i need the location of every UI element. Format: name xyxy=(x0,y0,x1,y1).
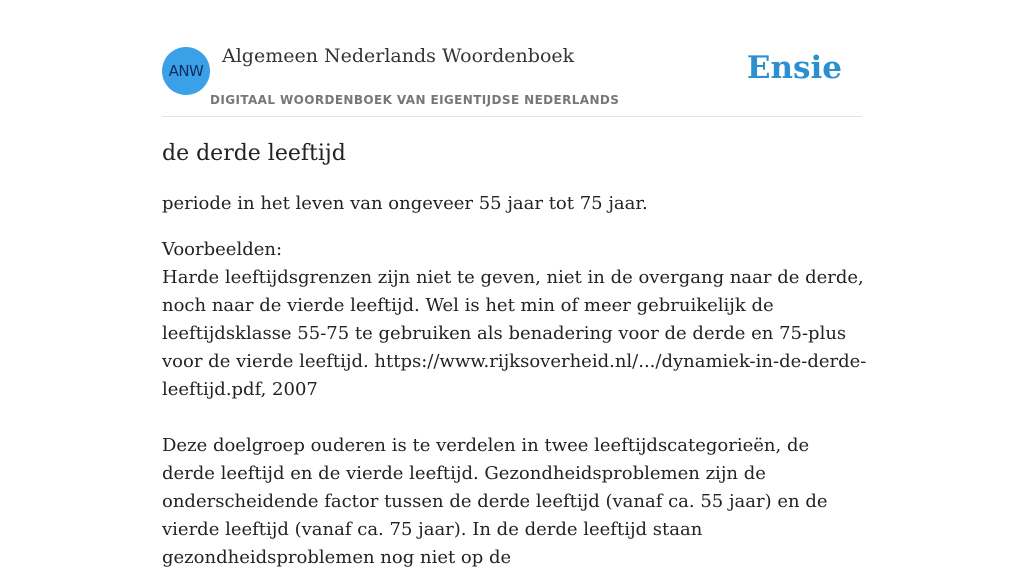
header xyxy=(162,0,862,117)
example-item: Deze doelgroep ouderen is te verdelen in twee leeftijdscategorieën, de derde leeftijd en de vierde leeftijd. Gezondheidsproblemen zijn de onderscheidende factor tussen de derde leeftijd (vanaf ca. 55 jaar) en de vierde leeftijd (vanaf ca. 75 jaar). In de derde leeftijd staan gezondheidsproblemen nog niet op de xyxy=(162,435,828,568)
entry-definition: periode in het leven van ongeveer 55 jaar tot 75 jaar. xyxy=(162,193,648,214)
examples-label: Voorbeelden: xyxy=(162,239,283,260)
entry-content xyxy=(162,138,867,572)
anw-logo[interactable]: ANW xyxy=(162,47,210,95)
example-item: Harde leeftijdsgrenzen zijn niet te geven, niet in de overgang naar de derde, noch naar de vierde leeftijd. Wel is het min of meer gebruikelijk de leeftijdsklasse 55-75 te gebruiken als benadering voor de derde en 75-plus voor de vierde leeftijd. https://www.rijksoverheid.nl/.../dynamiek-in-de-derde-leeftijd.pdf, 2007 xyxy=(162,267,867,400)
examples-section xyxy=(162,236,867,572)
entry-headword: de derde leeftijd xyxy=(162,141,346,166)
ensie-brand-link[interactable]: Ensie xyxy=(746,50,842,86)
site-title[interactable]: Algemeen Nederlands Woordenboek xyxy=(222,45,575,67)
site-subtitle: DIGITAAL WOORDENBOEK VAN EIGENTIJDSE NEDERLANDS xyxy=(210,93,620,107)
